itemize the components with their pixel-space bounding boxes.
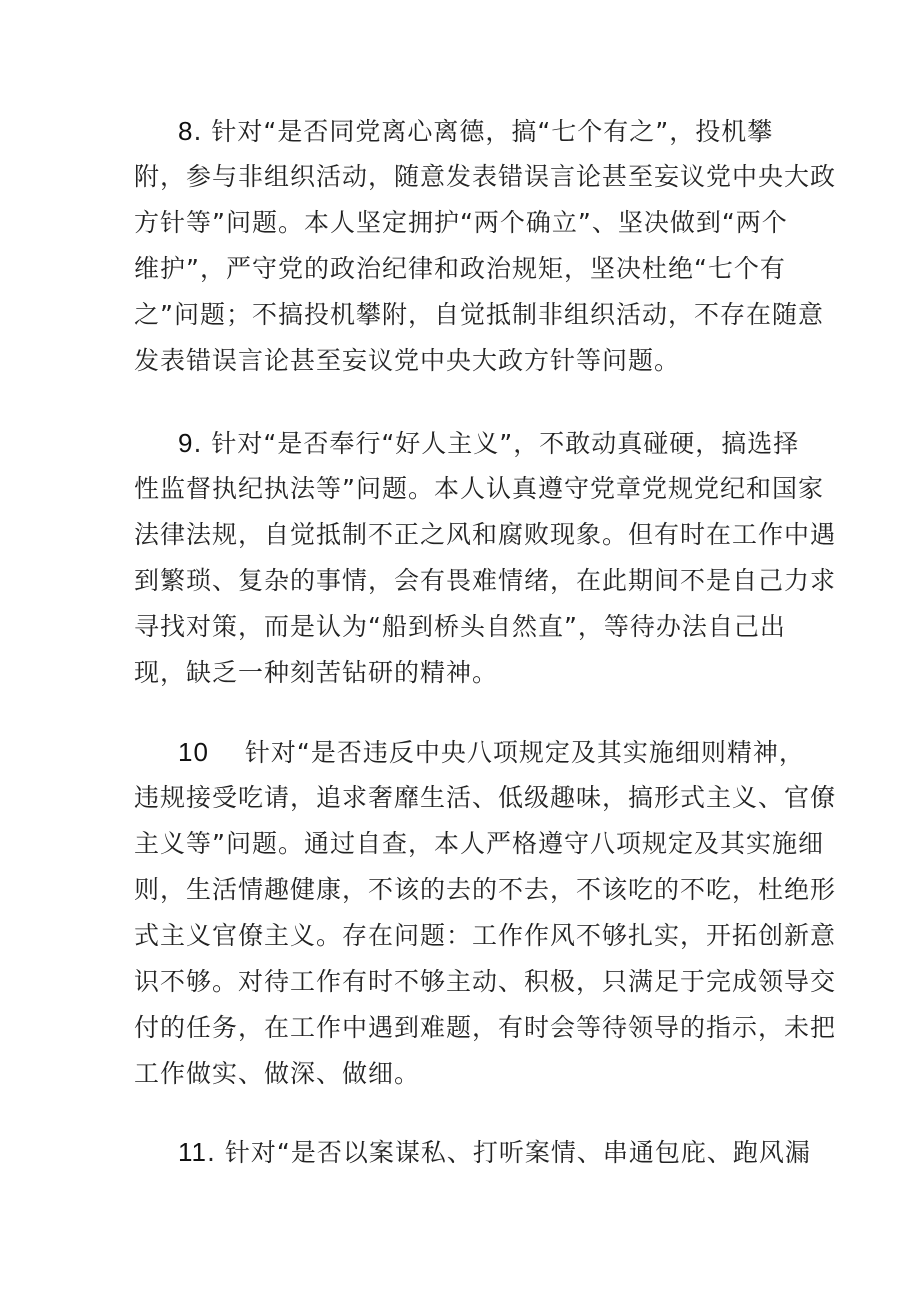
paragraph-line: 违规接受吃请，追求奢靡生活、低级趣味，搞形式主义、官僚 bbox=[134, 783, 837, 812]
paragraph-line bbox=[134, 108, 774, 154]
paragraph-number: 9 bbox=[178, 428, 194, 458]
paragraph-line: 发表错误言论甚至妄议党中央大政方针等问题。 bbox=[134, 346, 681, 375]
paragraph-line: 法律法规，自觉抵制不正之风和腐败现象。但有时在工作中遇 bbox=[134, 520, 837, 549]
paragraph-line bbox=[134, 729, 805, 775]
paragraph-line: 识不够。对待工作有时不够主动、积极，只满足于完成领导交 bbox=[134, 967, 837, 996]
paragraph-11 bbox=[134, 1129, 811, 1175]
paragraph-line bbox=[134, 1129, 811, 1175]
paragraph-10 bbox=[134, 729, 837, 1097]
paragraph-line: 主义等”问题。通过自查，本人严格遵守八项规定及其实施细 bbox=[134, 829, 824, 858]
paragraph-line bbox=[134, 420, 800, 466]
paragraph-line: 到繁琐、复杂的事情，会有畏难情绪，在此期间不是自己力求 bbox=[134, 566, 837, 595]
paragraph-line: 方针等”问题。本人坚定拥护“两个确立”、坚决做到“两个 bbox=[134, 208, 788, 237]
line-text: . 针对“是否同党离心离德，搞“七个有之”，投机攀 bbox=[193, 117, 774, 146]
paragraph-line: 寻找对策，而是认为“船到桥头自然直”，等待办法自己出 bbox=[134, 612, 786, 641]
paragraph-number: 10 bbox=[178, 737, 209, 767]
paragraph-line: 维护”，严守党的政治纪律和政治规矩，坚决杜绝“七个有 bbox=[134, 254, 786, 283]
paragraph-line: 性监督执纪执法等”问题。本人认真遵守党章党规党纪和国家 bbox=[134, 474, 824, 503]
paragraph-line: 付的任务，在工作中遇到难题，有时会等待领导的指示，未把 bbox=[134, 1013, 837, 1042]
line-text: . 针对“是否奉行“好人主义”，不敢动真碰硬，搞选择 bbox=[193, 429, 800, 458]
line-text: 针对“是否违反中央八项规定及其实施细则精神， bbox=[244, 738, 805, 767]
paragraph-number: 11 bbox=[178, 1137, 207, 1167]
paragraph-line: 现，缺乏一种刻苦钻研的精神。 bbox=[134, 658, 499, 687]
paragraph-line: 附，参与非组织活动，随意发表错误言论甚至妄议党中央大政 bbox=[134, 162, 837, 191]
paragraph-line: 式主义官僚主义。存在问题：工作作风不够扎实，开拓创新意 bbox=[134, 921, 837, 950]
line-text: . 针对“是否以案谋私、打听案情、串通包庇、跑风漏 bbox=[207, 1138, 811, 1167]
paragraph-8 bbox=[134, 108, 837, 384]
paragraph-number: 8 bbox=[178, 116, 194, 146]
paragraph-line: 则，生活情趣健康，不该的去的不去，不该吃的不吃，杜绝形 bbox=[134, 875, 837, 904]
paragraph-9 bbox=[134, 420, 837, 696]
paragraph-line: 之”问题；不搞投机攀附，自觉抵制非组织活动，不存在随意 bbox=[134, 300, 824, 329]
paragraph-line: 工作做实、做深、做细。 bbox=[134, 1059, 421, 1088]
